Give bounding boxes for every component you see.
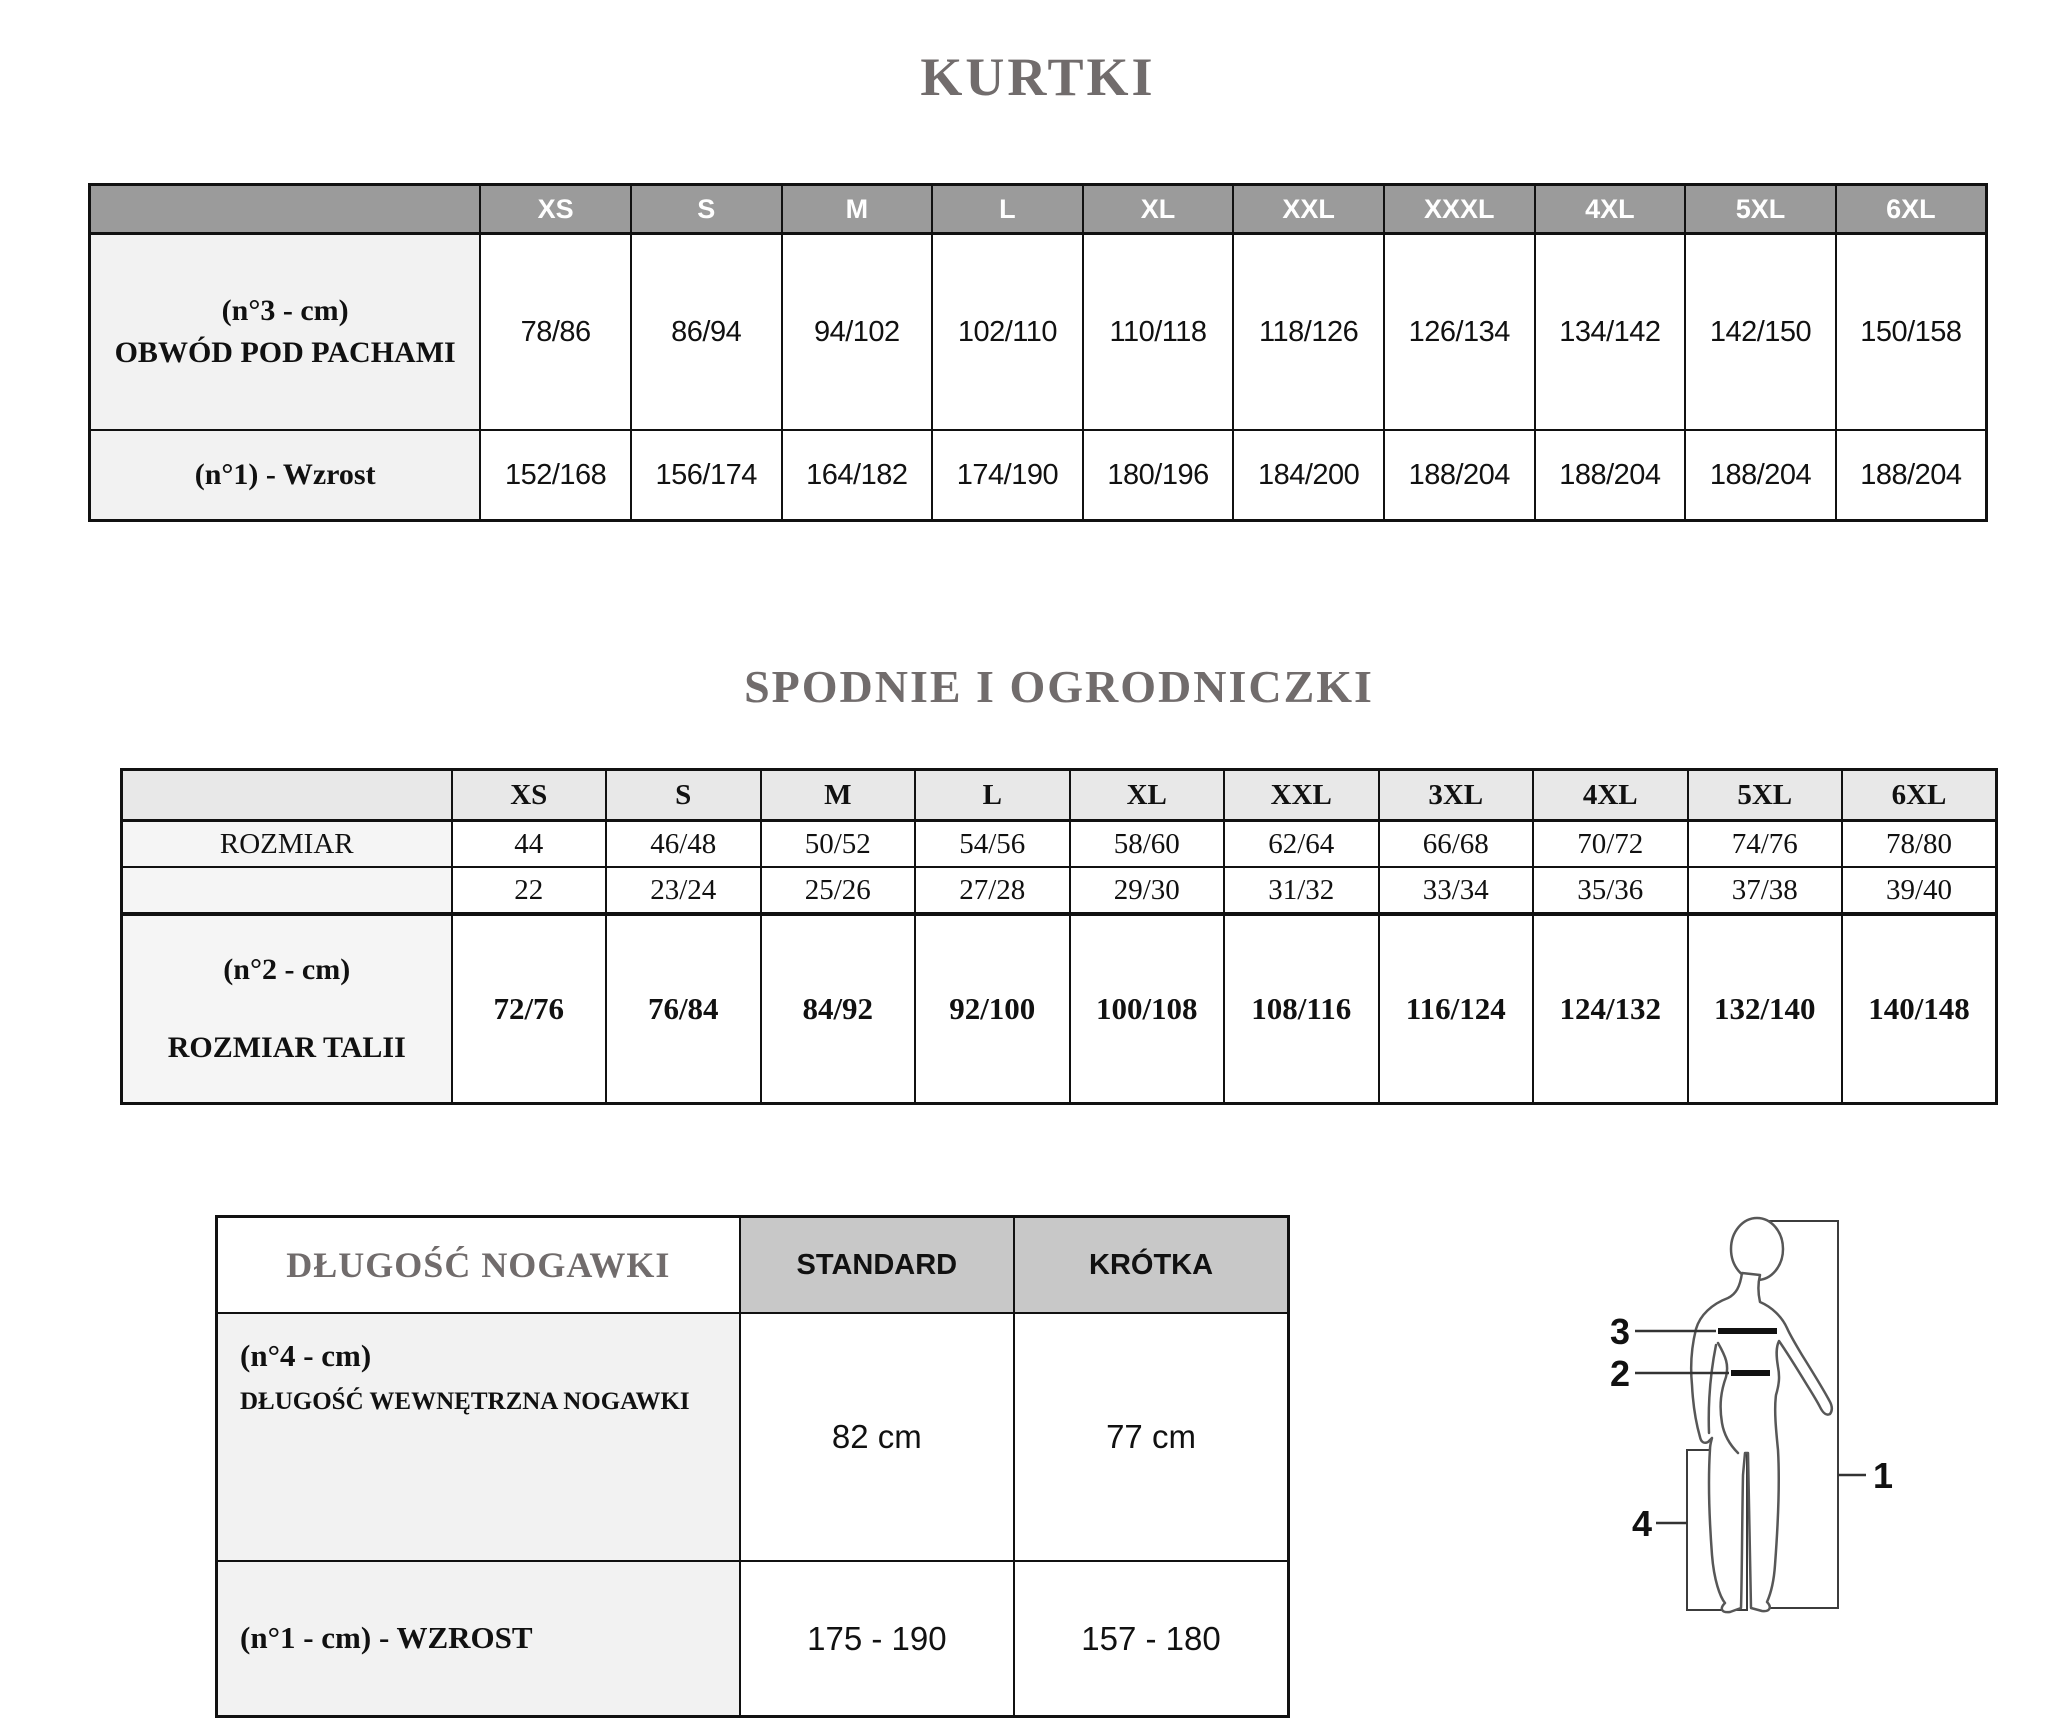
wzrost-label: (n°1 - cm) - WZROST (240, 1620, 533, 1655)
size-header-cell: 5XL (1688, 770, 1843, 821)
inner-leg-row-label (217, 1313, 740, 1561)
size-header-cell: 6XL (1842, 770, 1997, 821)
jacket-height-value: 156/174 (631, 430, 782, 521)
size-header-cell: 4XL (1535, 185, 1686, 234)
size-header-cell: L (932, 185, 1083, 234)
rozmiar-alt-value: 29/30 (1070, 867, 1225, 914)
jacket-height-value: 152/168 (480, 430, 631, 521)
jackets-header-row (90, 185, 1987, 234)
jacket-height-value: 188/204 (1535, 430, 1686, 521)
jacket-height-value: 188/204 (1685, 430, 1836, 521)
trousers-header-row (122, 770, 1997, 821)
waist-value: 72/76 (452, 914, 607, 1104)
waist-row (122, 914, 1997, 1104)
figure-body (1691, 1273, 1832, 1612)
wzrost-row-label (217, 1561, 740, 1717)
size-header-cell: 3XL (1379, 770, 1534, 821)
underarm-value: 86/94 (631, 234, 782, 431)
rozmiar-value: 66/68 (1379, 821, 1534, 868)
waist-value: 92/100 (915, 914, 1070, 1104)
rozmiar-value: 78/80 (1842, 821, 1997, 868)
underarm-value: 94/102 (782, 234, 933, 431)
waist-value: 76/84 (606, 914, 761, 1104)
size-header-cell: XL (1083, 185, 1234, 234)
underarm-value: 110/118 (1083, 234, 1234, 431)
underarm-value: 150/158 (1836, 234, 1987, 431)
inner-leg-krotka-value: 77 cm (1014, 1313, 1288, 1561)
size-header-cell: XS (480, 185, 631, 234)
rozmiar-row-label: ROZMIAR (122, 821, 452, 868)
size-header-cell: XXL (1233, 185, 1384, 234)
size-header-cell: L (915, 770, 1070, 821)
waist-value: 124/132 (1533, 914, 1688, 1104)
rozmiar-alt-value: 23/24 (606, 867, 761, 914)
waist-value: 100/108 (1070, 914, 1225, 1104)
wzrost-row (217, 1561, 1289, 1717)
jackets-header-empty (90, 185, 481, 234)
inner-leg-standard-value: 82 cm (740, 1313, 1014, 1561)
rozmiar-alt-row (122, 867, 1997, 914)
trousers-header-empty (122, 770, 452, 821)
size-header-cell: M (761, 770, 916, 821)
rozmiar-row (122, 821, 1997, 868)
size-header-cell: 5XL (1685, 185, 1836, 234)
size-header-cell: XXL (1224, 770, 1379, 821)
underarm-label-line1: (n°3 - cm) (221, 294, 349, 327)
jacket-height-value: 188/204 (1384, 430, 1535, 521)
inner-leg-row (217, 1313, 1289, 1561)
trousers-size-table (120, 768, 1998, 1105)
waist-value: 84/92 (761, 914, 916, 1104)
waist-value: 140/148 (1842, 914, 1997, 1104)
waist-value: 116/124 (1379, 914, 1534, 1104)
waist-value: 108/116 (1224, 914, 1379, 1104)
body-measurement-figure (1590, 1195, 1910, 1625)
inner-leg-label-line2: DŁUGOŚĆ WEWNĘTRZNA NOGAWKI (240, 1388, 690, 1415)
rozmiar-value: 46/48 (606, 821, 761, 868)
size-header-cell: S (606, 770, 761, 821)
trousers-title: SPODNIE I OGRODNICZKI (744, 661, 1374, 712)
size-header-cell: S (631, 185, 782, 234)
rozmiar-alt-value: 33/34 (1379, 867, 1534, 914)
underarm-label-line2: OBWÓD POD PACHAMI (114, 336, 456, 369)
underarm-value: 126/134 (1384, 234, 1535, 431)
figure-label-1: 1 (1873, 1455, 1894, 1496)
wzrost-standard-value: 175 - 190 (740, 1561, 1014, 1717)
underarm-value: 142/150 (1685, 234, 1836, 431)
jacket-height-value: 164/182 (782, 430, 933, 521)
leg-length-title-cell: DŁUGOŚĆ NOGAWKI (217, 1217, 740, 1314)
krotka-column-header: KRÓTKA (1014, 1217, 1288, 1314)
size-header-cell: 4XL (1533, 770, 1688, 821)
figure-label-4: 4 (1632, 1503, 1653, 1544)
rozmiar-alt-value: 25/26 (761, 867, 916, 914)
rozmiar-alt-value: 31/32 (1224, 867, 1379, 914)
rozmiar-value: 44 (452, 821, 607, 868)
rozmiar-alt-value: 39/40 (1842, 867, 1997, 914)
rozmiar-value: 62/64 (1224, 821, 1379, 868)
rozmiar-value: 70/72 (1533, 821, 1688, 868)
jacket-height-value: 184/200 (1233, 430, 1384, 521)
size-header-cell: 6XL (1836, 185, 1987, 234)
underarm-value: 118/126 (1233, 234, 1384, 431)
jacket-height-row-label: (n°1) - Wzrost (90, 430, 481, 521)
underarm-value: 134/142 (1535, 234, 1686, 431)
figure-head (1731, 1218, 1783, 1280)
underarm-value: 78/86 (480, 234, 631, 431)
waist-label-line2: ROZMIAR TALII (167, 1031, 406, 1064)
underarm-row-label (90, 234, 481, 431)
waist-row-label (122, 914, 452, 1104)
size-header-cell: XL (1070, 770, 1225, 821)
size-header-cell: M (782, 185, 933, 234)
jacket-height-value: 180/196 (1083, 430, 1234, 521)
figure-label-2: 2 (1610, 1353, 1631, 1394)
jackets-size-table (88, 183, 1988, 522)
wzrost-krotka-value: 157 - 180 (1014, 1561, 1288, 1717)
standard-column-header: STANDARD (740, 1217, 1014, 1314)
figure-label-3: 3 (1610, 1311, 1631, 1352)
rozmiar-value: 54/56 (915, 821, 1070, 868)
rozmiar-alt-value: 37/38 (1688, 867, 1843, 914)
waist-label-line1: (n°2 - cm) (223, 953, 351, 986)
underarm-value: 102/110 (932, 234, 1083, 431)
rozmiar-value: 58/60 (1070, 821, 1225, 868)
size-header-cell: XS (452, 770, 607, 821)
leg-length-header-row (217, 1217, 1289, 1314)
rozmiar-value: 50/52 (761, 821, 916, 868)
rozmiar-value: 74/76 (1688, 821, 1843, 868)
underarm-row (90, 234, 1987, 431)
size-header-cell: XXXL (1384, 185, 1535, 234)
inner-leg-label-line1: (n°4 - cm) (240, 1338, 372, 1373)
jacket-height-value: 188/204 (1836, 430, 1987, 521)
rozmiar-alt-value: 35/36 (1533, 867, 1688, 914)
jackets-title: KURTKI (920, 47, 1156, 107)
rozmiar-alt-row-label (122, 867, 452, 914)
rozmiar-alt-value: 27/28 (915, 867, 1070, 914)
waist-value: 132/140 (1688, 914, 1843, 1104)
leg-length-table (215, 1215, 1290, 1718)
jacket-height-value: 174/190 (932, 430, 1083, 521)
jacket-height-row (90, 430, 1987, 521)
rozmiar-alt-value: 22 (452, 867, 607, 914)
